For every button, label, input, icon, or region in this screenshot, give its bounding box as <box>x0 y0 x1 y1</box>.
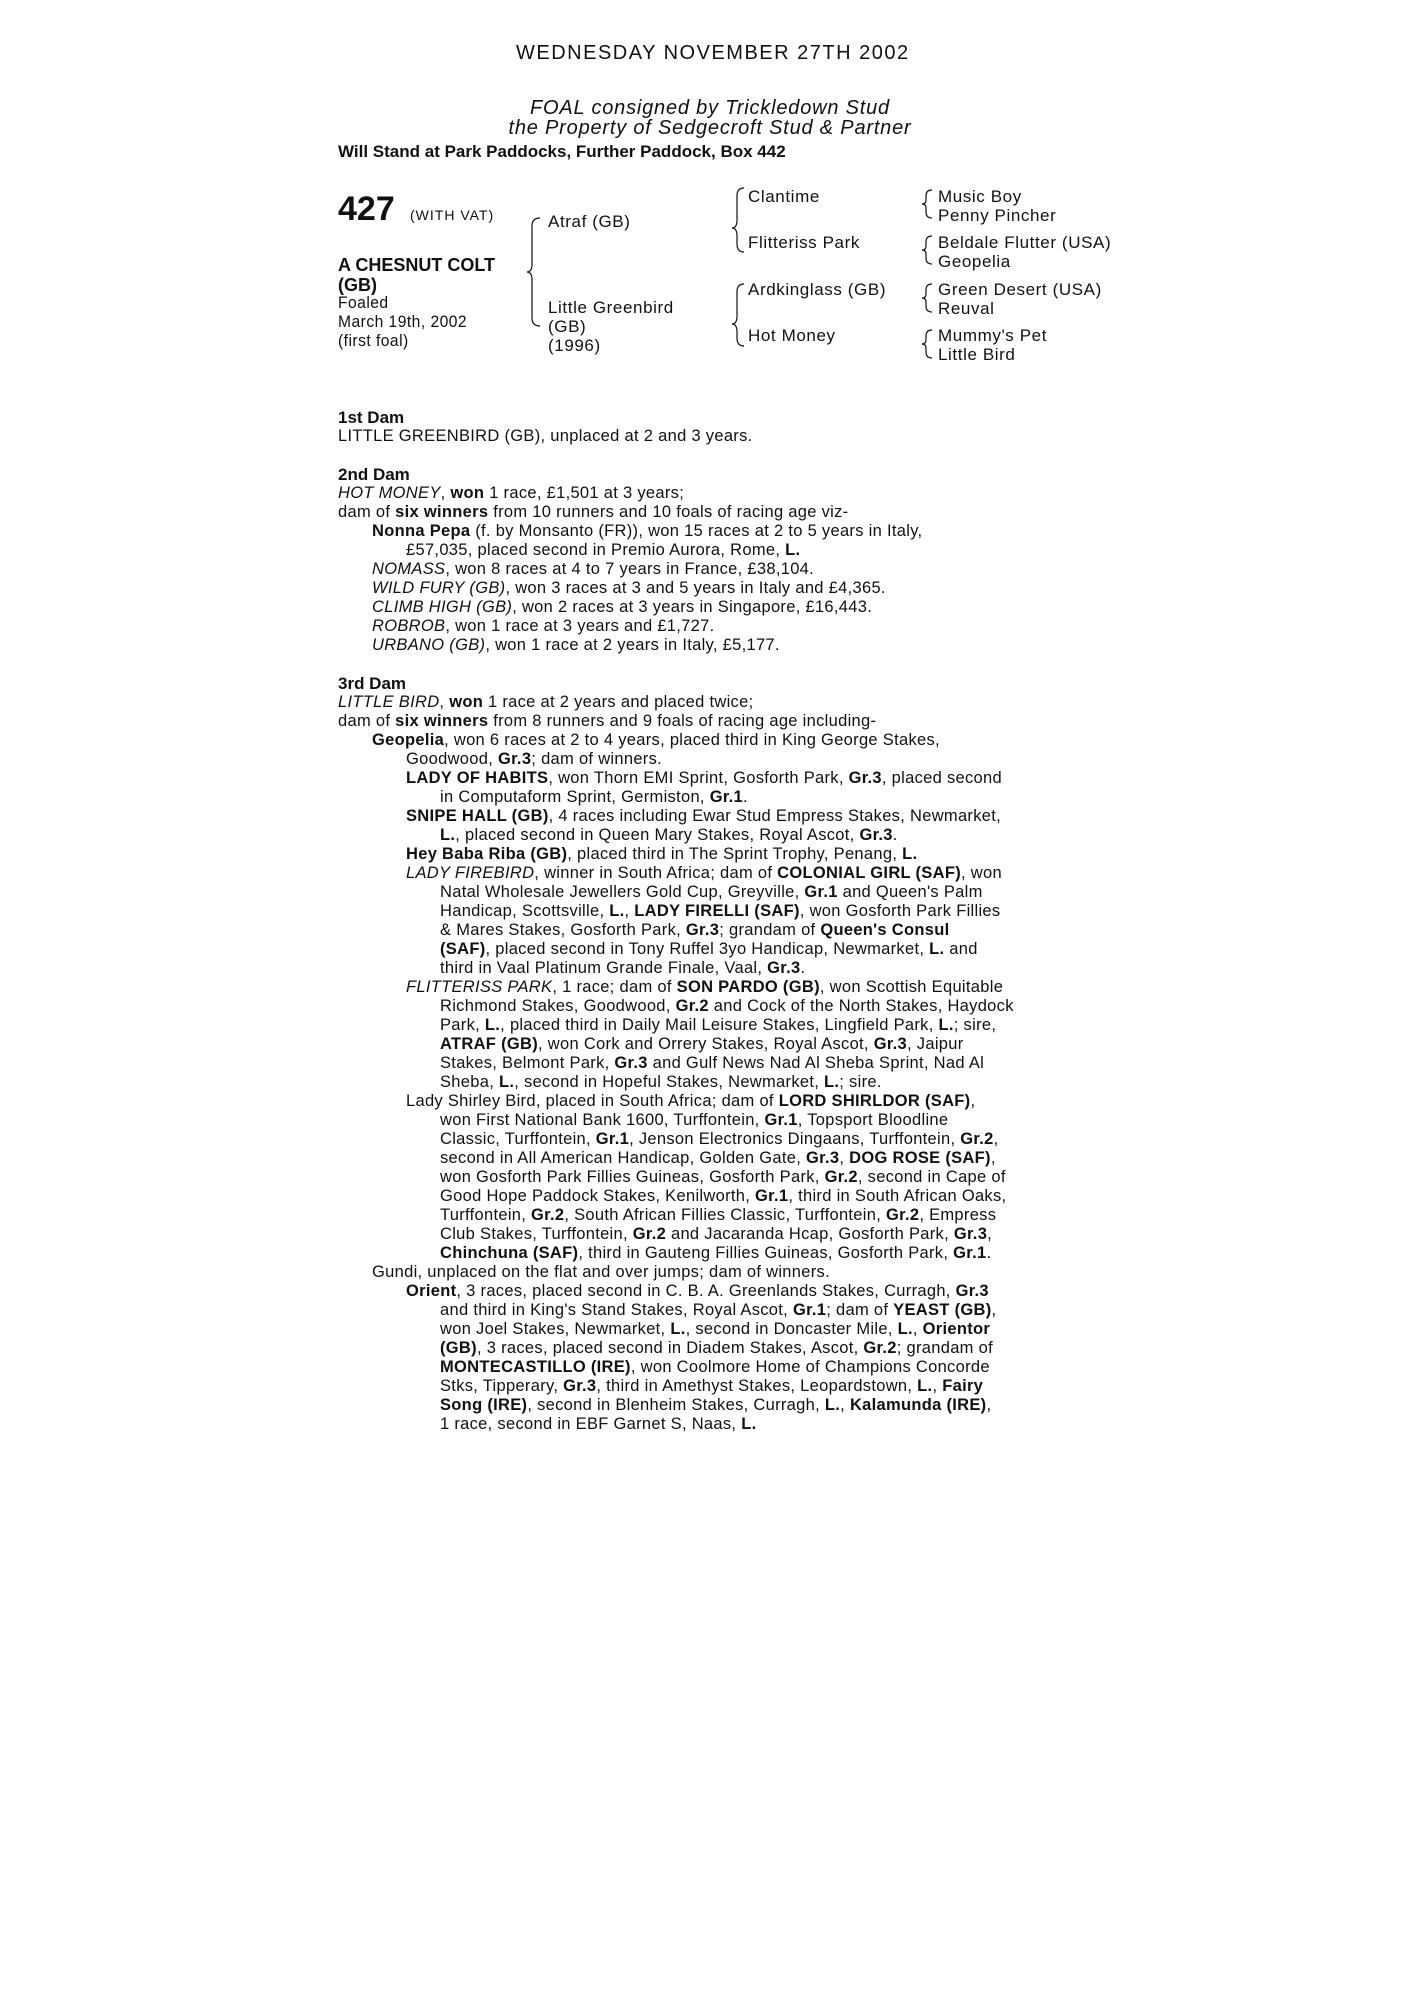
progeny-line: won Gosforth Park Fillies Guineas, Gosforth Park, Gr.2, second in Cape of <box>440 1168 1006 1186</box>
progeny-line: MONTECASTILLO (IRE), won Coolmore Home of Champions Concorde <box>440 1358 990 1376</box>
progeny-line <box>338 560 1078 579</box>
progeny-line: Natal Wholesale Jewellers Gold Cup, Greyville, Gr.1 and Queen's Palm <box>440 883 983 901</box>
dam-of-label: dam of <box>338 712 396 730</box>
progeny-line <box>338 636 1078 655</box>
progeny-line: won First National Bank 1600, Turffontein, Gr.1, Topsport Bloodline <box>440 1111 949 1129</box>
pedigree-gen3-4: Geopelia <box>938 252 1011 271</box>
progeny-line: Stakes, Belmont Park, Gr.3 and Gulf News Nad Al Sheba Sprint, Nad Al <box>440 1054 985 1072</box>
progeny-line <box>338 522 1078 541</box>
lot-number: 427 <box>338 190 395 228</box>
pedigree-dam-line-1: Little Greenbird <box>548 298 674 317</box>
pedigree-sire-sire: Clantime <box>748 187 820 206</box>
winners-count: six winners <box>395 712 489 730</box>
progeny-line: Song (IRE), second in Blenheim Stakes, Curragh, L., Kalamunda (IRE), <box>440 1396 992 1414</box>
progeny-line: Geopelia, won 6 races at 2 to 4 years, placed third in King George Stakes, <box>372 731 940 749</box>
progeny-line: Turffontein, Gr.2, South African Fillies Classic, Turffontein, Gr.2, Empress <box>440 1206 997 1224</box>
second-dam-heading: 2nd Dam <box>338 465 410 484</box>
consignor-line-2: the Property of Sedgecroft Stud & Partner <box>508 117 912 139</box>
pedigree-dam-sire: Ardkinglass (GB) <box>748 280 887 299</box>
progeny-line: Sheba, L., second in Hopeful Stakes, Newmarket, L.; sire. <box>440 1073 882 1091</box>
foaled-date: March 19th, 2002 <box>338 312 468 331</box>
third-dam-line-2 <box>338 712 1078 731</box>
progeny-line: Good Hope Paddock Stakes, Kenilworth, Gr.1, third in South African Oaks, <box>440 1187 1007 1205</box>
winners-count: six winners <box>395 503 489 521</box>
progeny-line: Lady Shirley Bird, placed in South Africa; dam of LORD SHIRLDOR (SAF), <box>406 1092 976 1110</box>
won-label: won <box>450 484 485 502</box>
progeny-line: won Joel Stakes, Newmarket, L., second in Doncaster Mile, L., Orientor <box>440 1320 991 1338</box>
pedigree-dam-line-3: (1996) <box>548 336 601 355</box>
pedigree-sire: Atraf (GB) <box>548 212 631 231</box>
second-dam-line-1 <box>338 484 1078 503</box>
pedigree-gen3-7: Mummy's Pet <box>938 326 1048 345</box>
vat-note: (WITH VAT) <box>410 207 495 223</box>
progeny-line: FLITTERISS PARK, 1 race; dam of SON PARDO (GB), won Scottish Equitable <box>406 978 1004 996</box>
progeny-line: Goodwood, Gr.3; dam of winners. <box>406 750 663 768</box>
progeny-line <box>338 579 1078 598</box>
progeny-line: Hey Baba Riba (GB), placed third in The Sprint Trophy, Penang, L. <box>406 845 918 863</box>
third-dam-line-1 <box>338 693 1078 712</box>
pedigree-sire-dam: Flitteriss Park <box>748 233 860 252</box>
dam-name: LITTLE BIRD <box>338 693 440 711</box>
progeny-record: , won 1 race at 2 years in Italy, £5,177. <box>485 636 780 654</box>
sale-date: WEDNESDAY NOVEMBER 27TH 2002 <box>516 42 910 64</box>
progeny-line: LADY OF HABITS, won Thorn EMI Sprint, Gosforth Park, Gr.3, placed second <box>406 769 1002 787</box>
progeny-record: (f. by Monsanto (FR)), won 15 races at 2 to 5 years in Italy, <box>470 522 923 540</box>
pedigree-gen3-8: Little Bird <box>938 345 1016 364</box>
progeny-line: 1 race, second in EBF Garnet S, Naas, L. <box>440 1415 757 1433</box>
consignor-line-1: FOAL consigned by Trickledown Stud <box>530 97 890 119</box>
runners-text: from 8 runners and 9 foals of racing age including- <box>488 712 877 730</box>
record-text: 1 race at 2 years and placed twice; <box>483 693 754 711</box>
progeny-line: Handicap, Scottsville, L., LADY FIRELLI (SAF), won Gosforth Park Fillies <box>440 902 1001 920</box>
progeny-line: L., placed second in Queen Mary Stakes, Royal Ascot, Gr.3. <box>440 826 898 844</box>
progeny-line: (GB), 3 races, placed second in Diadem Stakes, Ascot, Gr.2; grandam of <box>440 1339 993 1357</box>
dam-of-label: dam of <box>338 503 396 521</box>
horse-name-line-1: A CHESNUT COLT <box>338 255 495 275</box>
progeny-line <box>338 541 1078 560</box>
race-grade: L. <box>785 541 801 559</box>
second-dam-line-2 <box>338 503 1078 522</box>
pedigree-gen3-5: Green Desert (USA) <box>938 280 1102 299</box>
progeny-line: Orient, 3 races, placed second in C. B. A. Greenlands Stakes, Curragh, Gr.3 <box>406 1282 989 1300</box>
progeny-line: LADY FIREBIRD, winner in South Africa; dam of COLONIAL GIRL (SAF), won <box>406 864 1002 882</box>
pedigree-dam <box>548 298 674 355</box>
pedigree-gen3-2: Penny Pincher <box>938 206 1057 225</box>
progeny-line: Club Stakes, Turffontein, Gr.2 and Jacaranda Hcap, Gosforth Park, Gr.3, <box>440 1225 993 1243</box>
first-dam-heading: 1st Dam <box>338 408 405 427</box>
progeny-name: CLIMB HIGH (GB) <box>372 598 513 616</box>
stand-location: Will Stand at Park Paddocks, Further Paddock, Box 442 <box>338 142 786 161</box>
dam-name: HOT MONEY <box>338 484 441 502</box>
progeny-line: Gundi, unplaced on the flat and over jumps; dam of winners. <box>372 1263 830 1281</box>
progeny-line: and third in King's Stand Stakes, Royal Ascot, Gr.1; dam of YEAST (GB), <box>440 1301 997 1319</box>
pedigree-braces <box>0 0 1413 400</box>
progeny-record: £57,035, placed second in Premio Aurora, Rome, <box>406 541 786 559</box>
progeny-line: Park, L., placed third in Daily Mail Leisure Stakes, Lingfield Park, L.; sire, <box>440 1016 997 1034</box>
third-dam-progeny <box>338 731 1078 1434</box>
pedigree-gen3-1: Music Boy <box>938 187 1022 206</box>
progeny-record: , won 3 races at 3 and 5 years in Italy and £4,365. <box>505 579 886 597</box>
progeny-line: Classic, Turffontein, Gr.1, Jenson Electronics Dingaans, Turffontein, Gr.2, <box>440 1130 999 1148</box>
progeny-name: Nonna Pepa <box>372 522 471 540</box>
progeny-record: , won 2 races at 3 years in Singapore, £16,443. <box>512 598 873 616</box>
progeny-record: , won 8 races at 4 to 7 years in France, £38,104. <box>445 560 815 578</box>
record-text: 1 race, £1,501 at 3 years; <box>484 484 685 502</box>
progeny-record: , won 1 race at 3 years and £1,727. <box>445 617 715 635</box>
progeny-line: SNIPE HALL (GB), 4 races including Ewar Stud Empress Stakes, Newmarket, <box>406 807 1002 825</box>
first-dam-text: LITTLE GREENBIRD (GB), unplaced at 2 and 3 years. <box>338 427 753 445</box>
horse-name-line-2: (GB) <box>338 275 377 295</box>
progeny-line: second in All American Handicap, Golden Gate, Gr.3, DOG ROSE (SAF), <box>440 1149 996 1167</box>
pedigree-dam-line-2: (GB) <box>548 317 587 336</box>
pedigree-gen3-6: Reuval <box>938 299 995 318</box>
progeny-name: URBANO (GB) <box>372 636 486 654</box>
progeny-line <box>338 598 1078 617</box>
progeny-name: NOMASS <box>372 560 446 578</box>
progeny-line: Richmond Stakes, Goodwood, Gr.2 and Cock of the North Stakes, Haydock <box>440 997 1014 1015</box>
foal-note: (first foal) <box>338 331 409 350</box>
sep: , <box>440 484 451 502</box>
dam-lines <box>338 408 1078 1434</box>
progeny-line: ATRAF (GB), won Cork and Orrery Stakes, Royal Ascot, Gr.3, Jaipur <box>440 1035 964 1053</box>
progeny-line: third in Vaal Platinum Grande Finale, Vaal, Gr.3. <box>440 959 806 977</box>
progeny-line: (SAF), placed second in Tony Ruffel 3yo Handicap, Newmarket, L. and <box>440 940 978 958</box>
third-dam-heading: 3rd Dam <box>338 674 407 693</box>
progeny-line: Chinchuna (SAF), third in Gauteng Fillies Guineas, Gosforth Park, Gr.1. <box>440 1244 992 1262</box>
won-label: won <box>449 693 484 711</box>
progeny-name: WILD FURY (GB) <box>372 579 506 597</box>
runners-text: from 10 runners and 10 foals of racing age viz- <box>488 503 849 521</box>
pedigree-gen3-3: Beldale Flutter (USA) <box>938 233 1112 252</box>
sep: , <box>439 693 450 711</box>
pedigree-dam-dam: Hot Money <box>748 326 836 345</box>
progeny-line: & Mares Stakes, Gosforth Park, Gr.3; grandam of Queen's Consul <box>440 921 950 939</box>
foaled-label: Foaled <box>338 293 389 312</box>
progeny-line: in Computaform Sprint, Germiston, Gr.1. <box>440 788 748 806</box>
progeny-line <box>338 617 1078 636</box>
progeny-name: ROBROB <box>372 617 446 635</box>
progeny-line: Stks, Tipperary, Gr.3, third in Amethyst Stakes, Leopardstown, L., Fairy <box>440 1377 984 1395</box>
